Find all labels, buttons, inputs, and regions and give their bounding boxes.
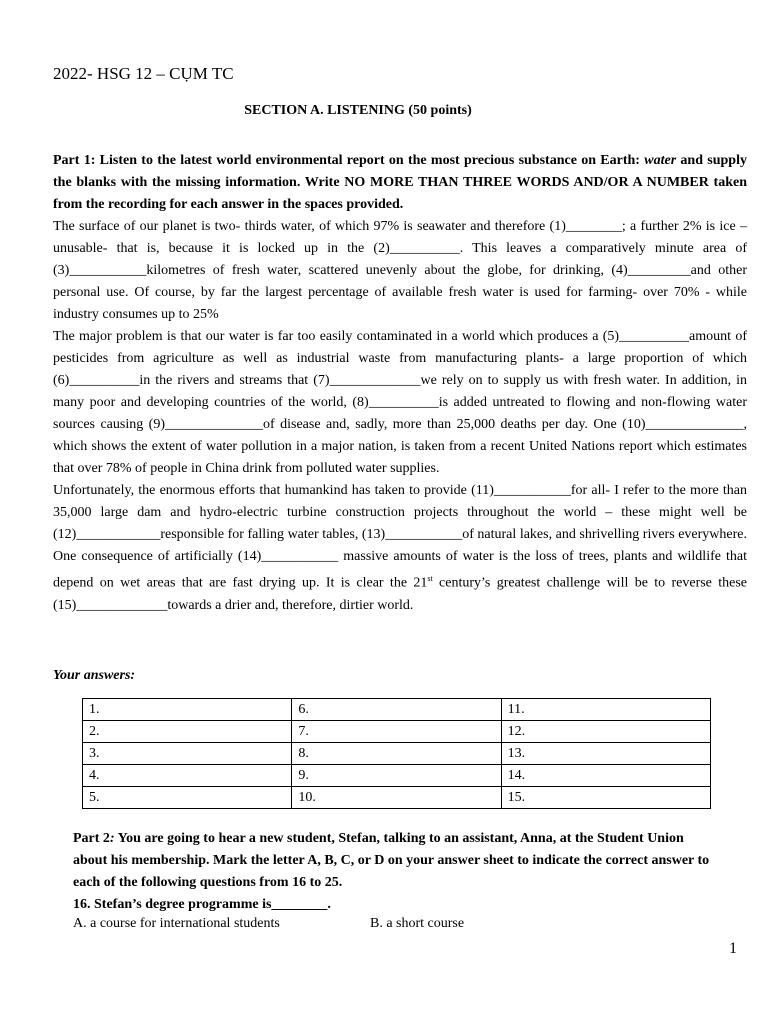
answer-cell[interactable]: 9.	[292, 765, 501, 787]
part2-block	[73, 828, 713, 916]
table-row	[83, 721, 711, 743]
question-16: 16. Stefan’s degree programme is________.	[73, 897, 331, 912]
part1-paragraph-3	[53, 480, 747, 617]
answer-cell[interactable]: 6.	[292, 699, 501, 721]
option-b[interactable]: B. a short course	[370, 916, 465, 931]
page-number: 1	[729, 940, 737, 957]
part1-instruction-b: and supply the blanks with the missing information. Write NO MORE THAN THREE WORDS AND/OR A NUMBER taken from the recording for each answer in the spaces provided.	[53, 153, 747, 212]
part2-instruction	[73, 828, 713, 894]
table-row	[83, 699, 711, 721]
part2-label: Part 2	[73, 831, 110, 846]
part2-instruction-text: You are going to hear a new student, Stefan, talking to an assistant, Anna, at the Student Union about his membership. Mark the letter A, B, C, or D on your answer sheet to indicate the correct answer to each of the following questions from 16 to 25.	[73, 831, 710, 890]
answer-cell[interactable]: 13.	[501, 743, 710, 765]
answer-cell[interactable]: 12.	[501, 721, 710, 743]
answer-cell[interactable]: 11.	[501, 699, 710, 721]
part1-block	[53, 150, 747, 617]
part1-paragraph-2: The major problem is that our water is far too easily contaminated in a world which produces a (5)__________amount of pesticides from agriculture as well as industrial waste from manufacturing plants- a large proportion of which (6)__________in the rivers and streams that (7)_____________we rely on to supply us with fresh water. In addition, in many poor and developing countries of the world, (8)__________is added untreated to flowing and non-flowing water sources causing (9)______________of disease and, sadly, more than 25,000 deaths per day. One (10)______________, which shows the extent of water pollution in a major nation, is taken from a recent United Nations report which estimates that over 78% of people in China drink from polluted water supplies.	[53, 329, 747, 476]
answer-cell[interactable]: 8.	[292, 743, 501, 765]
table-row	[83, 743, 711, 765]
answer-cell[interactable]: 1.	[83, 699, 292, 721]
document-header: 2022- HSG 12 – CỤM TC	[53, 64, 234, 83]
part1-instruction-italic: water	[644, 153, 677, 168]
answer-cell[interactable]: 10.	[292, 787, 501, 809]
answer-cell[interactable]: 4.	[83, 765, 292, 787]
part1-instruction	[53, 150, 747, 216]
table-row	[83, 787, 711, 809]
answer-cell[interactable]: 5.	[83, 787, 292, 809]
table-row	[83, 765, 711, 787]
answer-table	[82, 698, 711, 809]
superscript-st: st	[427, 574, 433, 583]
answers-label: Your answers:	[53, 668, 136, 683]
part1-paragraph-1: The surface of our planet is two- thirds water, of which 97% is seawater and therefore (1)________; a further 2% is ice – unusable- that is, because it is locked up in the (2)__________. This leaves a comparatively minute area of (3)___________kilometres of fresh water, scattered unevenly about the globe, for drinking, (4)_________and other personal use. Of course, by far the largest percentage of available fresh water is used for farming- over 70% - while industry consumes up to 25%	[53, 219, 747, 322]
part2-colon: :	[109, 831, 115, 846]
answer-cell[interactable]: 3.	[83, 743, 292, 765]
answer-cell[interactable]: 2.	[83, 721, 292, 743]
part1-instruction-a: Part 1: Listen to the latest world environmental report on the most precious substance on Earth:	[53, 153, 645, 168]
answer-cell[interactable]: 7.	[292, 721, 501, 743]
section-title: SECTION A. LISTENING (50 points)	[244, 103, 472, 118]
answer-cell[interactable]: 14.	[501, 765, 710, 787]
answer-cell[interactable]: 15.	[501, 787, 710, 809]
option-a[interactable]: A. a course for international students	[73, 916, 280, 931]
part1-paragraph-3a: Unfortunately, the enormous efforts that humankind has taken to provide (11)___________for all- I refer to the more than 35,000 large dam and hydro-electric turbine construction projects throughout the world – these might well be (12)____________responsible for falling water tables, (13)___________of natural lakes, and shrivelling rivers everywhere. One consequence of artificially (14)___________ massive amounts of water is the loss of trees, plants and wildlife that depend on wet areas that are fast drying up. It is clear the 21	[53, 483, 747, 591]
part1-paragraph-3b: century’s greatest challenge will be to reverse these (15)_____________towards a drier and, therefore, dirtier world.	[53, 575, 747, 613]
